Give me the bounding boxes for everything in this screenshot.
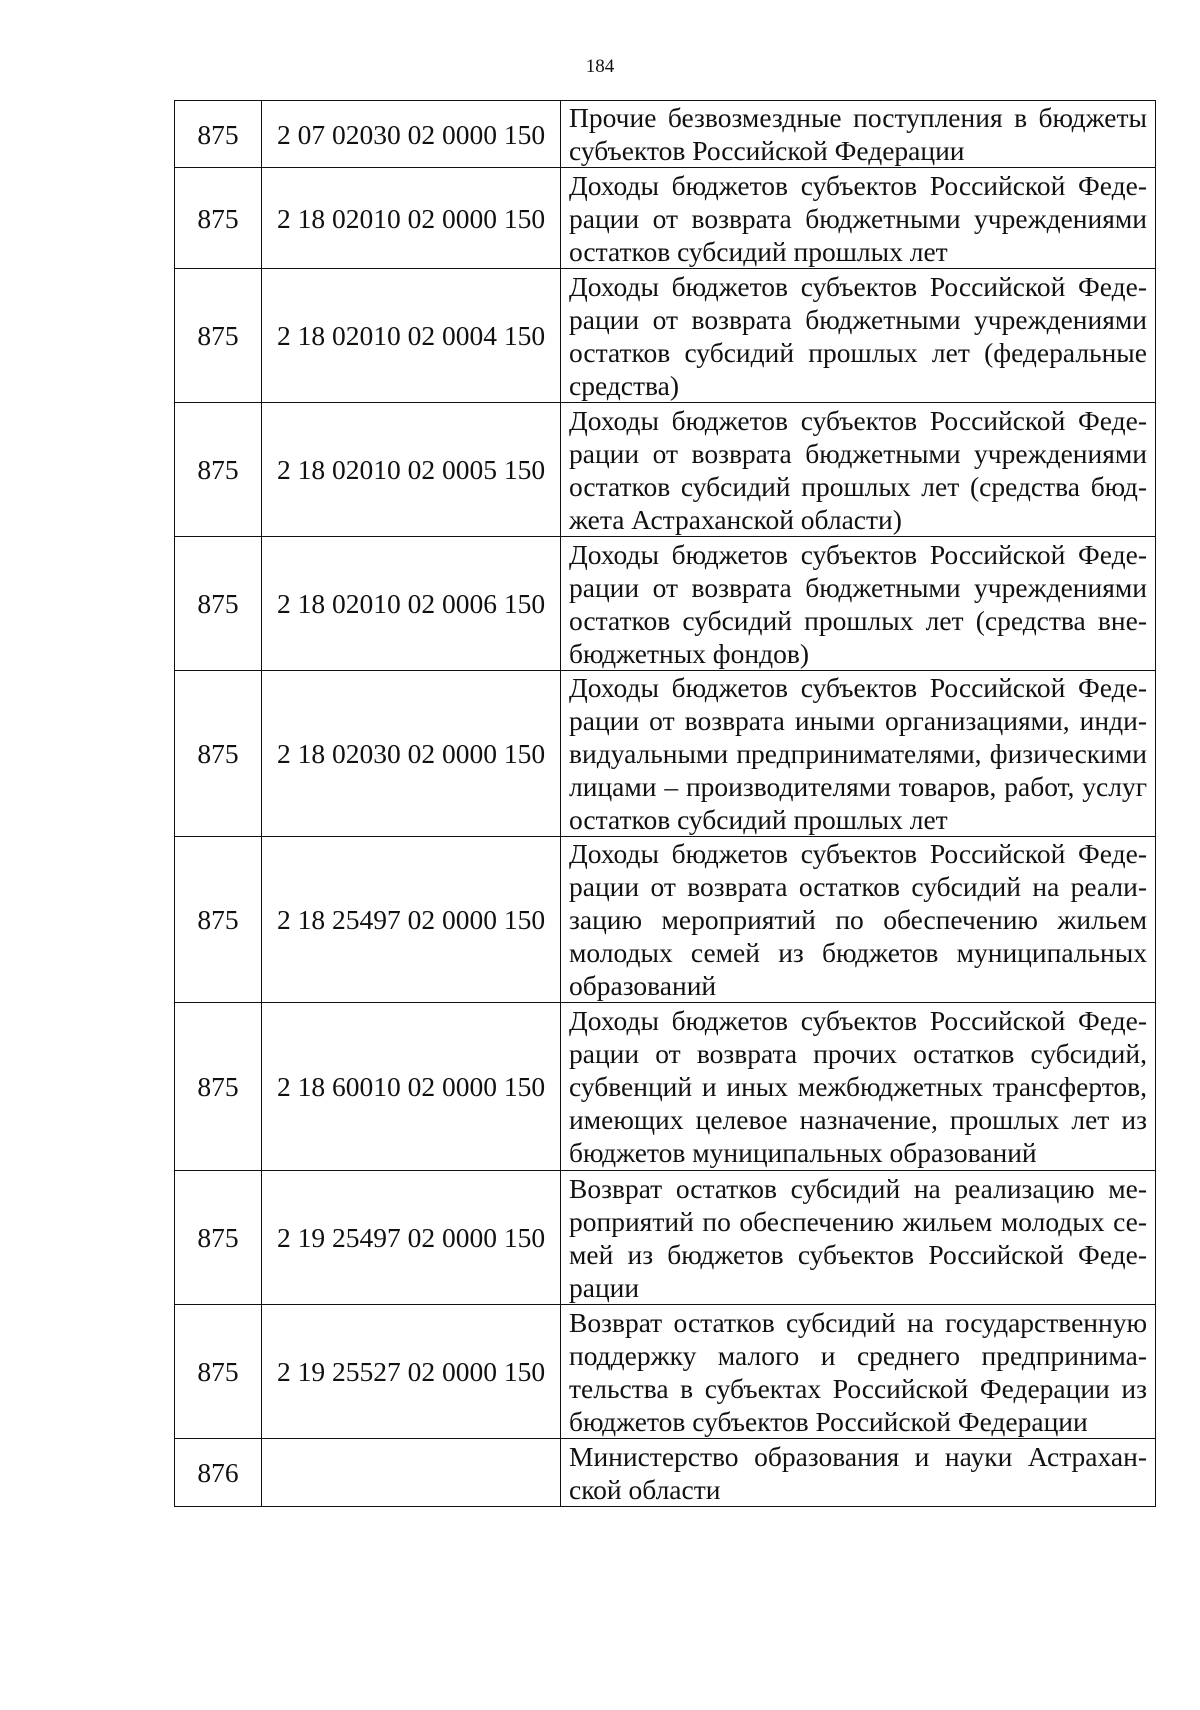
admin-code-cell: 875 xyxy=(175,1003,262,1171)
admin-code-cell: 875 xyxy=(175,269,262,403)
revenue-name-cell: Доходы бюджетов субъектов Российской Федерации от возврата бюджетными учреждениями остатков субсидий прошлых лет (средства бюджета Астраханской области) xyxy=(561,403,1156,537)
revenue-name-cell: Доходы бюджетов субъектов Российской Федерации от возврата прочих остатков субсидий, субвенций и иных межбюджетных трансфертов, имеющих целевое назначение, прошлых лет из бюджетов муниципальных образований xyxy=(561,1003,1156,1171)
table-row xyxy=(175,1305,1156,1439)
revenue-code-cell: 2 18 02030 02 0000 150 xyxy=(262,671,561,837)
revenue-name-cell: Министерство образования и науки Астраханской области xyxy=(561,1439,1156,1507)
admin-code-cell: 875 xyxy=(175,537,262,671)
admin-code-cell: 875 xyxy=(175,101,262,168)
revenue-code-cell: 2 18 25497 02 0000 150 xyxy=(262,837,561,1003)
table-row xyxy=(175,403,1156,537)
revenue-code-cell: 2 07 02030 02 0000 150 xyxy=(262,101,561,168)
revenue-code-cell: 2 19 25497 02 0000 150 xyxy=(262,1171,561,1305)
table-row xyxy=(175,537,1156,671)
revenue-name-cell: Доходы бюджетов субъектов Российской Федерации от возврата бюджетными учреждениями остатков субсидий прошлых лет (средства внебюджетных фондов) xyxy=(561,537,1156,671)
revenue-name-cell: Доходы бюджетов субъектов Российской Федерации от возврата иными организациями, индивидуальными предпринимателями, физическими лицами – производителями товаров, работ, услуг остатков субсидий прошлых лет xyxy=(561,671,1156,837)
admin-code-cell: 875 xyxy=(175,1305,262,1439)
revenue-code-cell: 2 19 25527 02 0000 150 xyxy=(262,1305,561,1439)
revenue-name-cell: Возврат остатков субсидий на государственную поддержку малого и среднего предпринимательства в субъектах Российской Федерации из бюджетов субъектов Российской Федерации xyxy=(561,1305,1156,1439)
table-row xyxy=(175,1171,1156,1305)
admin-code-cell: 875 xyxy=(175,403,262,537)
admin-code-cell: 876 xyxy=(175,1439,262,1507)
revenue-code-cell: 2 18 02010 02 0004 150 xyxy=(262,269,561,403)
revenue-name-cell: Возврат остатков субсидий на реализацию мероприятий по обеспечению жильем молодых семей из бюджетов субъектов Российской Федерации xyxy=(561,1171,1156,1305)
revenue-name-cell: Доходы бюджетов субъектов Российской Федерации от возврата остатков субсидий на реализацию мероприятий по обеспечению жильем молодых семей из бюджетов муниципальных образований xyxy=(561,837,1156,1003)
table-row xyxy=(175,1003,1156,1171)
page-number: 184 xyxy=(585,56,615,77)
revenue-code-cell xyxy=(262,1439,561,1507)
revenue-name-cell: Прочие безвозмездные поступления в бюджеты субъектов Российской Федерации xyxy=(561,101,1156,168)
admin-code-cell: 875 xyxy=(175,1171,262,1305)
revenue-code-cell: 2 18 02010 02 0006 150 xyxy=(262,537,561,671)
admin-code-cell: 875 xyxy=(175,671,262,837)
table-row xyxy=(175,671,1156,837)
admin-code-cell: 875 xyxy=(175,837,262,1003)
table-row xyxy=(175,101,1156,168)
revenue-name-cell: Доходы бюджетов субъектов Российской Федерации от возврата бюджетными учреждениями остатков субсидий прошлых лет xyxy=(561,168,1156,269)
revenue-code-cell: 2 18 60010 02 0000 150 xyxy=(262,1003,561,1171)
admin-code-cell: 875 xyxy=(175,168,262,269)
table-row xyxy=(175,269,1156,403)
budget-classification-table xyxy=(174,100,1156,1507)
table-row xyxy=(175,168,1156,269)
table-row xyxy=(175,1439,1156,1507)
revenue-code-cell: 2 18 02010 02 0000 150 xyxy=(262,168,561,269)
revenue-name-cell: Доходы бюджетов субъектов Российской Федерации от возврата бюджетными учреждениями остатков субсидий прошлых лет (федеральные средства) xyxy=(561,269,1156,403)
revenue-code-cell: 2 18 02010 02 0005 150 xyxy=(262,403,561,537)
table-row xyxy=(175,837,1156,1003)
